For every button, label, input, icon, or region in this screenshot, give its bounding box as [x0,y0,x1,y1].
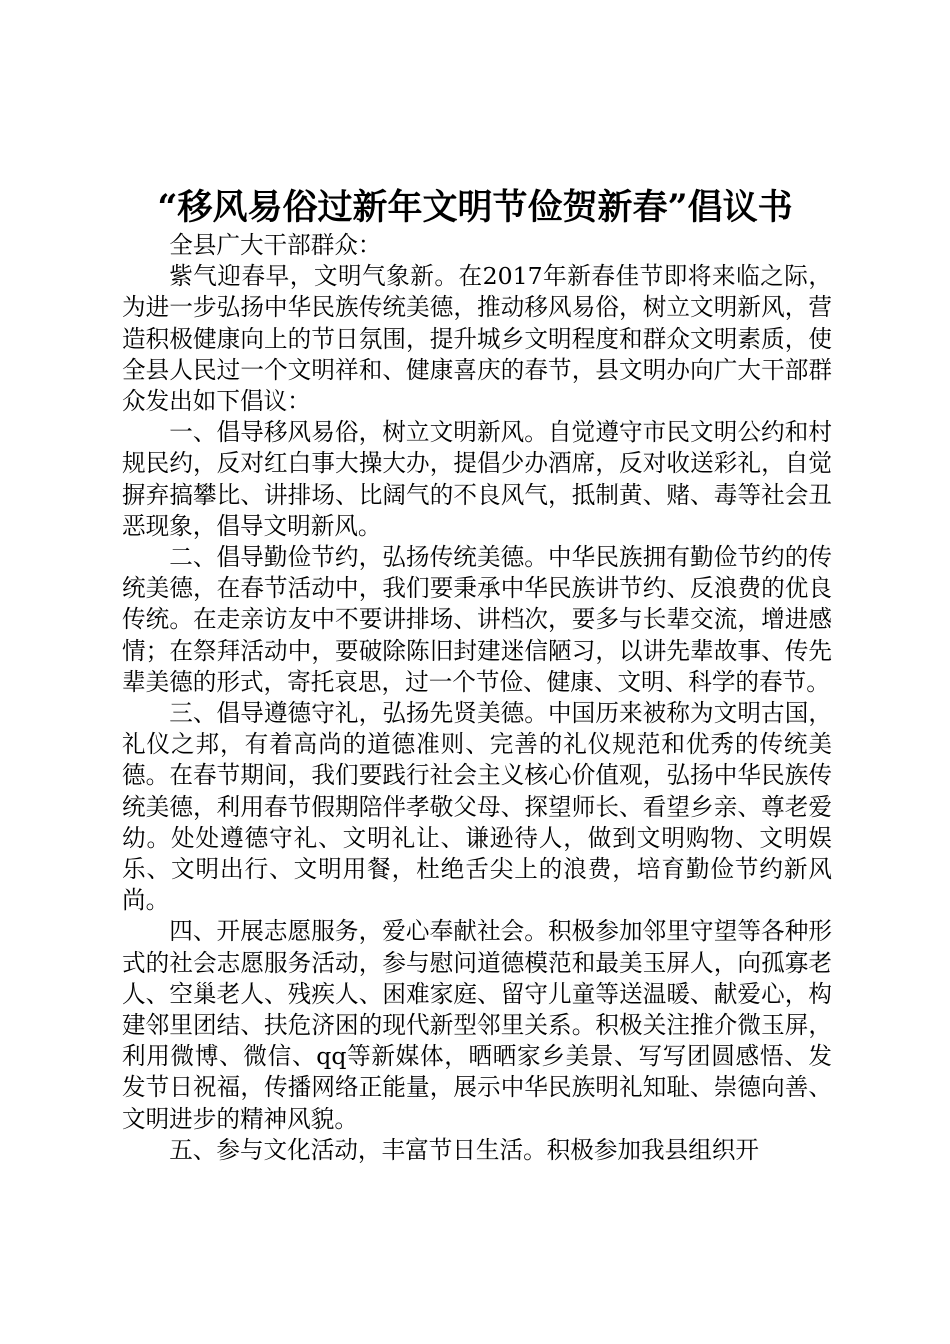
paragraph-4: 四、开展志愿服务，爱心奉献社会。积极参加邻里守望等各种形式的社会志愿服务活动，参与慰问道德模范和最美玉屏人，向孤寡老人、空巢老人、残疾人、困难家庭、留守儿童等送温暖、献爱心，构建邻里团结、扶危济困的现代新型邻里关系。积极关注推介微玉屏，利用微博、微信、qq等新媒体，晒晒家乡美景、写写团圆感悟、发发节日祝福，传播网络正能量，展示中华民族明礼知耻、崇德向善、文明进步的精神风貌。 [122,917,832,1133]
paragraph-5: 五、参与文化活动，丰富节日生活。积极参加我县组织开 [169,1135,760,1164]
document-title: “移风易俗过新年文明节俭贺新春”倡议书 [157,187,793,228]
salutation: 全县广大干部群众： [169,231,382,259]
paragraph-1: 一、倡导移风易俗，树立文明新风。自觉遵守市民文明公约和村规民约，反对红白事大操大办，提倡少办酒席，反对收送彩礼，自觉摒弃搞攀比、讲排场、比阔气的不良风气，抵制黄、赌、毒等社会丑恶现象，倡导文明新风。 [122,418,832,540]
paragraph-3: 三、倡导遵德守礼，弘扬先贤美德。中国历来被称为文明古国，礼仪之邦，有着高尚的道德准则、完善的礼仪规范和优秀的传统美德。在春节期间，我们要践行社会主义核心价值观，弘扬中华民族传统美德，利用春节假期陪伴孝敬父母、探望师长、看望乡亲、尊老爱幼。处处遵德守礼、文明礼让、谦逊待人，做到文明购物、文明娱乐、文明出行、文明用餐，杜绝舌尖上的浪费，培育勤俭节约新风尚。 [122,699,832,915]
document-body [122,230,832,1166]
paragraph-intro: 紫气迎春早，文明气象新。在2017年新春佳节即将来临之际，为进一步弘扬中华民族传统美德，推动移风易俗，树立文明新风，营造积极健康向上的节日氛围，提升城乡文明程度和群众文明素质，使全县人民过一个文明祥和、健康喜庆的春节，县文明办向广大干部群众发出如下倡议： [122,262,832,416]
paragraph-2: 二、倡导勤俭节约，弘扬传统美德。中华民族拥有勤俭节约的传统美德，在春节活动中，我们要秉承中华民族讲节约、反浪费的优良传统。在走亲访友中不要讲排场、讲档次，要多与长辈交流，增进感情；在祭拜活动中，要破除陈旧封建迷信陋习，以讲先辈故事、传先辈美德的形式，寄托哀思，过一个节俭、健康、文明、科学的春节。 [122,543,832,696]
